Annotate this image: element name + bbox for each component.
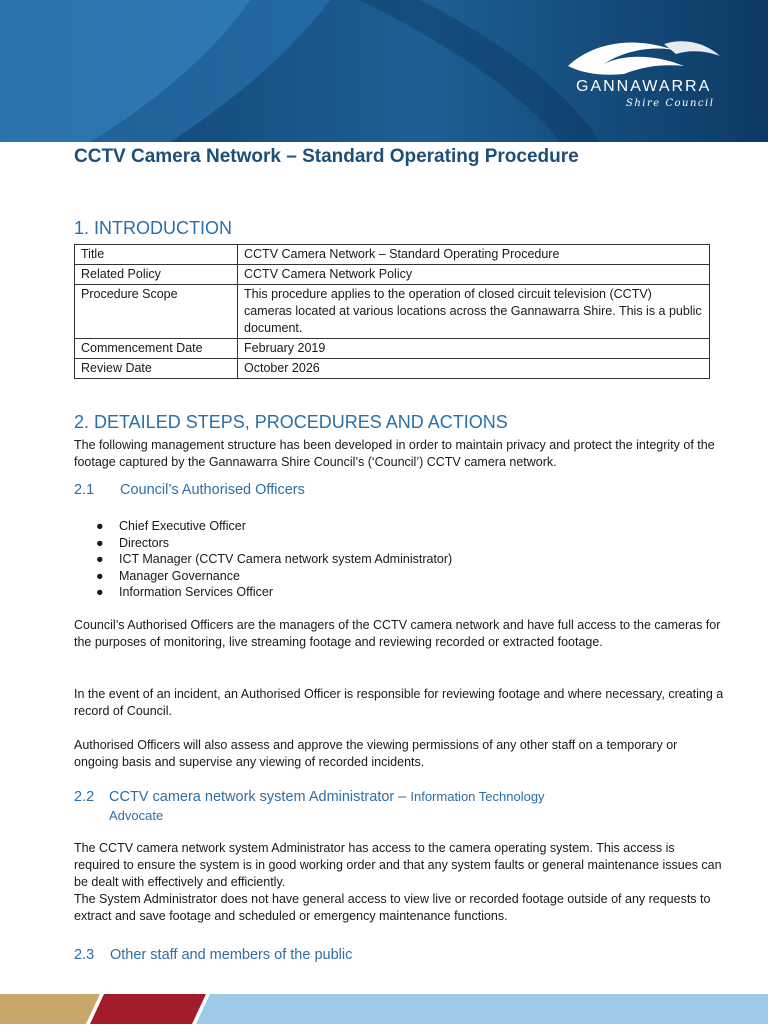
intro-paragraph: The following management structure has been developed in order to maintain privacy and protect the integrity of the footage captured by the Gannawarra Shire Council’s (‘Council’) CCTV camera network. xyxy=(74,438,715,469)
bullet-icon: ● xyxy=(96,568,104,583)
list-item: ● Chief Executive Officer xyxy=(96,519,246,533)
table-value: October 2026 xyxy=(238,359,710,379)
list-item: ● Information Services Officer xyxy=(96,585,273,599)
subsection-2-2-heading-line2: Advocate xyxy=(109,808,164,823)
table-row xyxy=(75,285,710,339)
subsection-2-2-heading xyxy=(74,789,545,805)
authorised-officers-list xyxy=(74,518,452,601)
gannawarra-logo xyxy=(556,34,756,120)
section-1-heading: 1. INTRODUCTION xyxy=(74,218,233,238)
authorised-officers-paragraph-1: Council’s Authorised Officers are the managers of the CCTV camera network and have full access to the cameras for the purposes of monitoring, live streaming footage and reviewing recorded or extracted footage. xyxy=(74,618,721,649)
authorised-officers-paragraph-3: Authorised Officers will also assess and approve the viewing permissions of any other staff on a temporary or ongoing basis and supervise any viewing of recorded incidents. xyxy=(74,738,678,769)
logo-wave-icon xyxy=(564,36,724,80)
logo-subtitle: Shire Council xyxy=(626,98,715,109)
subsection-number: 2.2 xyxy=(74,789,95,805)
table-row xyxy=(75,339,710,359)
subsection-number: 2.3 xyxy=(74,947,95,963)
header-banner xyxy=(0,0,768,142)
section-2-heading: 2. DETAILED STEPS, PROCEDURES AND ACTIONS xyxy=(74,412,508,432)
section-2-intro xyxy=(74,437,724,471)
table-key: Title xyxy=(75,245,238,265)
subsection-2-1-heading xyxy=(74,482,305,498)
table-value: CCTV Camera Network Policy xyxy=(238,265,710,285)
subsection-title: Other staff and members of the public xyxy=(110,947,353,963)
table-key: Commencement Date xyxy=(75,339,238,359)
bullet-icon: ● xyxy=(96,535,104,550)
list-item: ● Directors xyxy=(96,535,170,550)
subsection-2-3-heading xyxy=(74,947,352,963)
table-key: Review Date xyxy=(75,359,238,379)
bullet-icon: ● xyxy=(96,552,104,566)
subsection-title: CCTV camera network system Administrator – xyxy=(109,789,407,805)
logo-wordmark: GANNAWARRA xyxy=(576,78,712,95)
introduction-table xyxy=(74,244,710,379)
table-row xyxy=(75,245,710,265)
document-title: CCTV Camera Network – Standard Operating Procedure xyxy=(74,146,579,167)
subsection-title-small: Information Technology xyxy=(410,789,545,804)
footer-graphic xyxy=(0,990,768,1024)
subsection-title: Council’s Authorised Officers xyxy=(120,482,305,498)
administrator-paragraph-2: The System Administrator does not have general access to view live or recorded footage outside of any requests to extract and save footage and scheduled or emergency maintenance functions. xyxy=(74,892,711,923)
table-value: February 2019 xyxy=(238,339,710,359)
table-key: Procedure Scope xyxy=(75,285,238,339)
subsection-number: 2.1 xyxy=(74,482,95,498)
bullet-icon: ● xyxy=(96,585,104,599)
administrator-paragraph-1: The CCTV camera network system Administrator has access to the camera operating system. This access is required to ensure the system is in good working order and that any system faults or general maintenance issues can be dealt with effectively and efficiently. xyxy=(74,841,722,889)
bullet-icon: ● xyxy=(96,519,104,533)
list-item: ● ICT Manager (CCTV Camera network system Administrator) xyxy=(96,552,453,566)
table-value: This procedure applies to the operation of closed circuit television (CCTV) cameras located at various locations across the Gannawarra Shire. This is a public document. xyxy=(238,285,710,339)
table-key: Related Policy xyxy=(75,265,238,285)
table-row xyxy=(75,265,710,285)
list-item: ● Manager Governance xyxy=(96,568,240,583)
authorised-officers-paragraph-2: In the event of an incident, an Authorised Officer is responsible for reviewing footage and where necessary, creating a record of Council. xyxy=(74,687,724,718)
footer-band xyxy=(0,990,768,1024)
table-row xyxy=(75,359,710,379)
table-value: CCTV Camera Network – Standard Operating Procedure xyxy=(238,245,710,265)
